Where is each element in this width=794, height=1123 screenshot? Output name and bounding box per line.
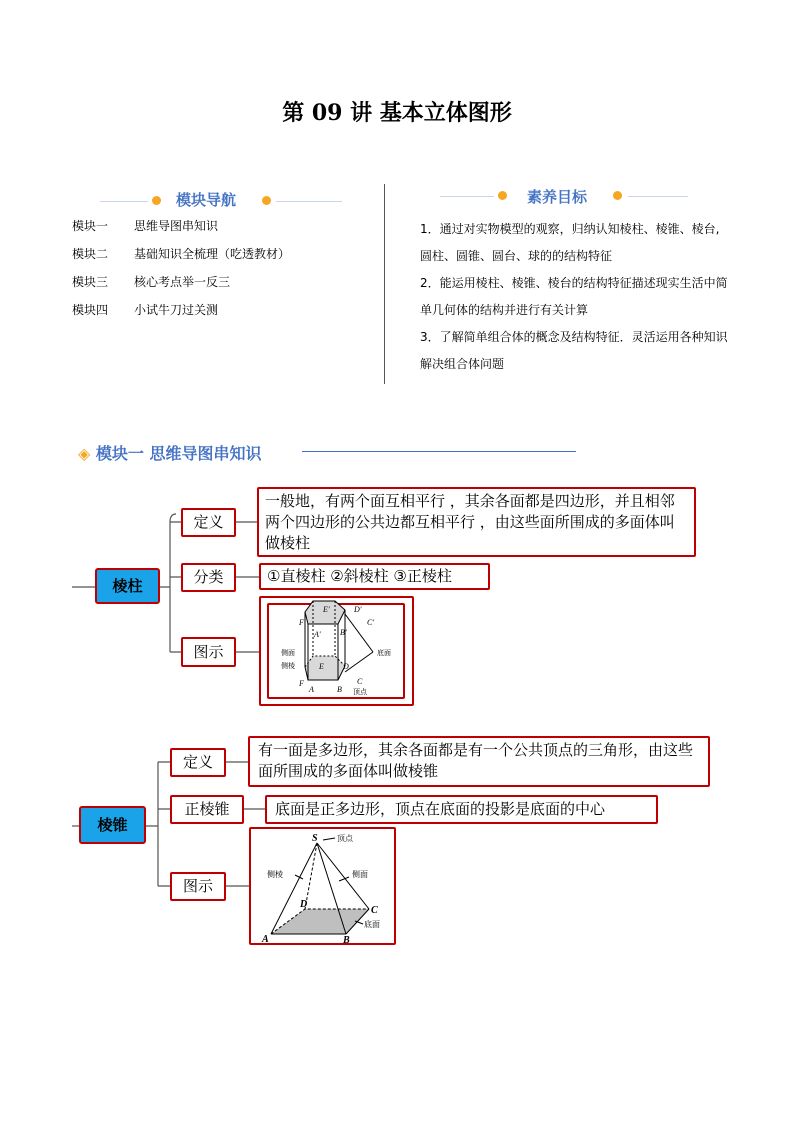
prism-side-face: 侧面	[281, 649, 295, 657]
prism-classification-text: ①直棱柱 ②斜棱柱 ③正棱柱	[259, 563, 490, 590]
nav-item-text: 基础知识全梳理（吃透教材）	[134, 247, 291, 261]
pyramid-label-c: C	[371, 905, 378, 916]
prism-diagram	[261, 598, 412, 704]
prism-label: B	[337, 685, 342, 694]
nav-item-text: 思维导图串知识	[134, 219, 219, 233]
nav-item-text: 核心考点举一反三	[134, 275, 231, 289]
goals-heading: 素养目标	[527, 188, 588, 206]
pyramid-label-d: D	[300, 899, 308, 910]
nav-item-key: 模块二	[72, 247, 109, 261]
prism-label: E	[319, 662, 324, 671]
nav-item-key: 模块四	[72, 303, 109, 317]
goal-item: 2．能运用棱柱、棱锥、棱台的结构特征描述现实生活中简单几何体的结构并进行有关计算	[420, 276, 728, 317]
prism-definition-label[interactable]: 定义	[181, 508, 236, 537]
prism-label: D'	[354, 605, 362, 614]
pyramid-diagram	[251, 829, 394, 943]
prism-label: E'	[323, 605, 330, 614]
goal-item: 1．通过对实物模型的观察，归纳认知棱柱、棱锥、棱台,圆柱、圆锥、圆台、球的的结构特征	[420, 222, 720, 263]
nav-item-key: 模块一	[72, 219, 109, 233]
prism-label: A'	[314, 630, 321, 639]
prism-label: C	[357, 677, 363, 686]
pyramid-label-b: B	[343, 935, 350, 943]
prism-lateral-edge: 侧棱	[281, 662, 295, 670]
regular-pyramid-label[interactable]: 正棱锥	[170, 795, 244, 824]
nav-item-key: 模块三	[72, 275, 109, 289]
prism-label: D	[343, 662, 349, 671]
nav-heading: 模块导航	[176, 191, 237, 209]
pyramid-apex: S	[312, 833, 318, 844]
prism-label: B'	[340, 628, 347, 637]
prism-classification-label[interactable]: 分类	[181, 563, 236, 592]
goal-item: 3．了解简单组合体的概念及结构特征．灵活运用各种知识解决组合体问题	[420, 330, 728, 371]
pyramid-label-a: A	[262, 934, 269, 943]
pyramid-side-face: 侧面	[352, 870, 368, 879]
pyramid-apex-label: 顶点	[337, 834, 353, 843]
pyramid-definition-label[interactable]: 定义	[170, 748, 226, 777]
regular-pyramid-text: 底面是正多边形，顶点在底面的投影是底面的中心	[265, 795, 658, 824]
pyramid-node[interactable]: 棱锥	[79, 806, 146, 844]
prism-label: A	[309, 685, 314, 694]
pyramid-figure-frame	[249, 827, 396, 945]
pyramid-lateral-edge: 侧棱	[267, 870, 283, 879]
prism-base: 底面	[377, 649, 391, 657]
diamond-icon: ◈	[78, 444, 91, 463]
module1-heading-text: 模块一 思维导图串知识	[95, 444, 262, 463]
prism-label: F	[299, 679, 304, 688]
prism-vertex: 顶点	[353, 688, 367, 696]
pyramid-figure-label[interactable]: 图示	[170, 872, 226, 901]
prism-figure-frame	[259, 596, 414, 706]
prism-label: C'	[367, 618, 375, 627]
pyramid-definition-text: 有一面是多边形，其余各面都是有一个公共顶点的三角形，由这些面所围成的多面体叫做棱锥	[248, 736, 710, 787]
prism-node[interactable]: 棱柱	[95, 568, 160, 604]
prism-definition-text: 一般地，有两个面互相平行 ，其余各面都是四边形，并且相邻两个四边形的公共边都互相平行 ，由这些面所围成的多面体叫做棱柱	[257, 487, 696, 557]
prism-figure-label[interactable]: 图示	[181, 637, 236, 667]
prism-label: F'	[299, 618, 306, 627]
page-title: 第 09 讲 基本立体图形	[282, 100, 512, 126]
nav-item-text: 小试牛刀过关测	[134, 303, 219, 317]
pyramid-base: 底面	[364, 920, 380, 929]
